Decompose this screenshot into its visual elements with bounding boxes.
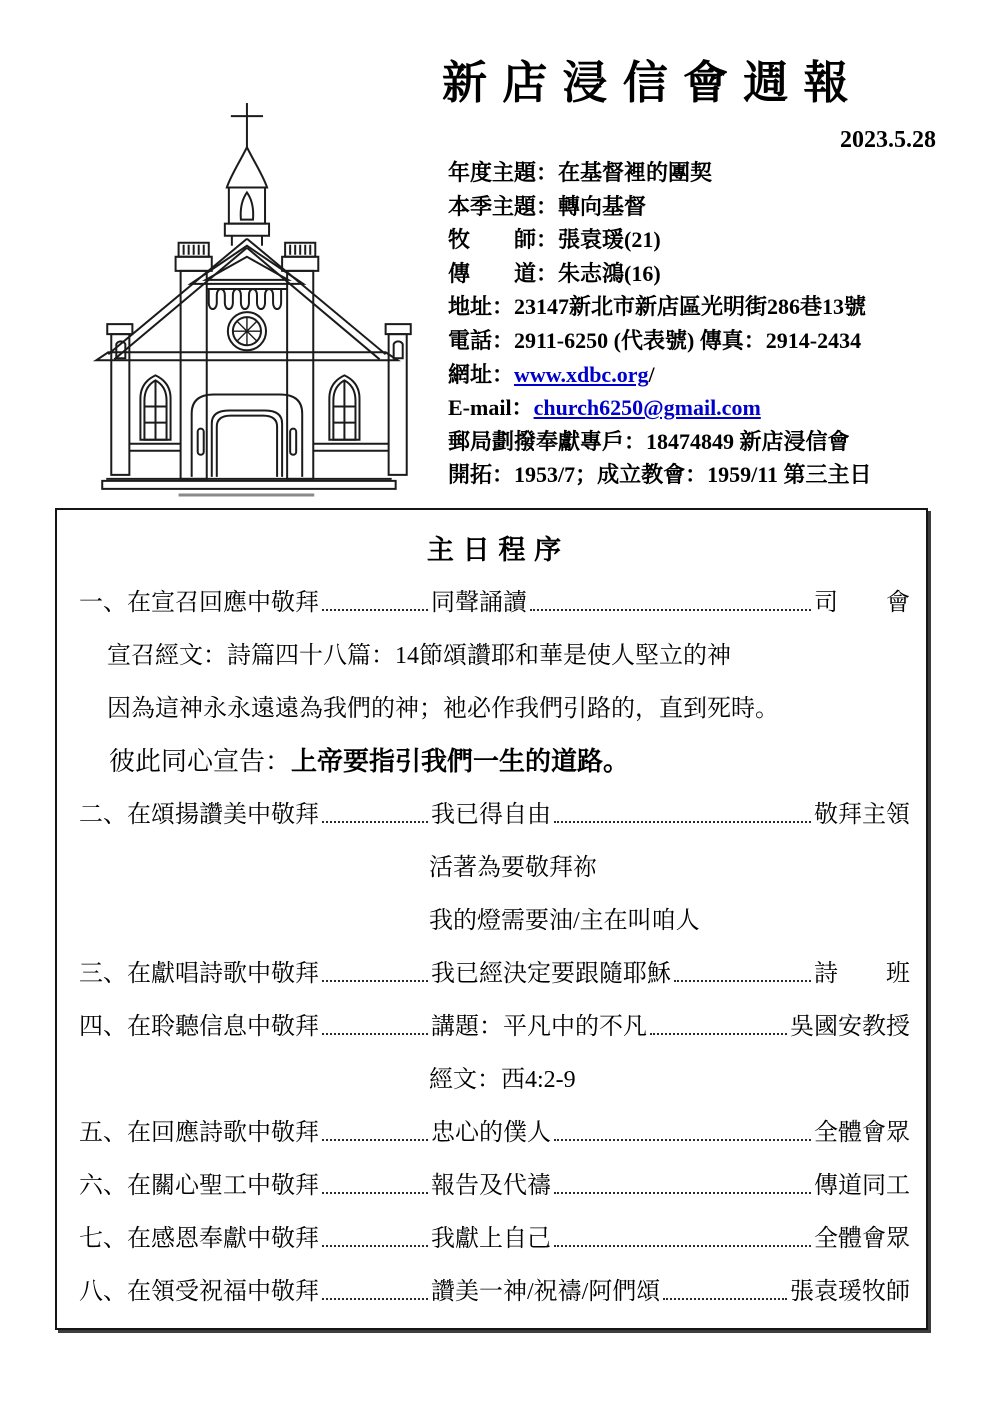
item-content: 報告及代禱 [431,1173,551,1199]
sunday-program-section [55,508,928,1330]
item-role: 全體會眾 [814,1120,910,1146]
item-content: 同聲誦讀 [431,590,527,616]
item-content: 讚美一神/祝禱/阿們頌 [431,1279,661,1305]
info-line-minister: 傳 道：朱志鴻(16) [448,260,661,286]
website-link[interactable]: www.xdbc.org [514,361,649,387]
item-name: 在關心聖工中敬拜 [127,1173,319,1199]
item-name: 在宣召回應中敬拜 [127,590,319,616]
program-row-5 [79,1119,910,1147]
program-item [79,589,431,617]
dotted-leader [322,1278,428,1300]
item-name: 在頌揚讚美中敬拜 [127,802,319,828]
program-item [79,960,431,988]
program-row-3 [79,960,910,988]
info-line-season-theme: 本季主題：轉向基督 [448,193,647,219]
item-number: 六、 [79,1173,127,1199]
program-row-8 [79,1278,910,1306]
info-line-founding: 開拓：1953/7；成立教會：1959/11 第三主日 [448,462,872,488]
item-name: 在獻唱詩歌中敬拜 [127,961,319,987]
program-subline-song: 活著為要敬拜祢 [429,855,597,881]
dotted-leader [650,1033,787,1035]
item-number: 五、 [79,1120,127,1146]
item-role: 傳道同工 [814,1173,910,1199]
item-name: 在感恩奉獻中敬拜 [127,1226,319,1252]
program-row-2 [79,801,910,829]
website-suffix: / [648,361,655,387]
item-name: 在回應詩歌中敬拜 [127,1120,319,1146]
info-line-website [448,358,993,392]
program-row-4 [79,1013,910,1041]
dotted-leader [322,960,428,982]
church-info-block [448,156,993,492]
email-label: E-mail： [448,395,534,421]
program-subline-song: 我的燈需要油/主在叫咱人 [429,908,700,934]
item-number: 八、 [79,1279,127,1305]
program-item [79,801,431,829]
program-row-7 [79,1225,910,1253]
declaration-text: 上帝要指引我們一生的道路。 [291,747,630,776]
dotted-leader [554,821,811,823]
dotted-leader [530,609,811,611]
program-item [79,1172,431,1200]
program-item [79,1119,431,1147]
info-line-postal-account: 郵局劃撥奉獻專戶：18474849 新店浸信會 [448,428,850,454]
program-title: 主 日 程 序 [426,535,563,565]
item-content: 講題：平凡中的不凡 [431,1014,647,1040]
item-number: 二、 [79,802,127,828]
program-row-6 [79,1172,910,1200]
item-number: 三、 [79,961,127,987]
item-name: 在領受祝福中敬拜 [127,1279,319,1305]
program-subline-sermon-text: 經文：西4:2-9 [429,1067,576,1093]
info-line-pastor: 牧 師：張袁瑗(21) [448,227,661,253]
info-line-annual-theme: 年度主題：在基督裡的團契 [448,160,713,185]
item-content: 我已經決定要跟隨耶穌 [431,961,671,987]
item-role: 敬拜主領 [814,802,910,828]
item-content: 我獻上自己 [431,1226,551,1252]
item-number: 一、 [79,590,127,616]
dotted-leader [554,1245,811,1247]
info-line-email [448,391,993,425]
dotted-leader [554,1139,811,1141]
declaration-prefix: 彼此同心宣告： [109,747,292,776]
program-row-1 [79,589,910,617]
church-icon [78,95,440,502]
dotted-leader [322,1172,428,1194]
item-role: 全體會眾 [814,1226,910,1252]
program-item [79,1225,431,1253]
item-role: 司 會 [814,590,910,616]
program-subline-scripture: 宣召經文：詩篇四十八篇：14節頌讚耶和華是使人堅立的神 [107,643,731,669]
info-line-address: 地址：23147新北市新店區光明街286巷13號 [448,294,867,320]
item-role: 詩 班 [814,961,910,987]
item-content: 忠心的僕人 [431,1120,551,1146]
item-name: 在聆聽信息中敬拜 [127,1014,319,1040]
program-item [79,1278,431,1306]
dotted-leader [554,1192,811,1194]
dotted-leader [322,1013,428,1035]
dotted-leader [322,1225,428,1247]
item-role: 張袁瑗牧師 [790,1279,910,1305]
dotted-leader [322,589,428,611]
program-subline-declaration [109,748,910,776]
dotted-leader [674,980,811,982]
website-label: 網址： [448,361,515,387]
program-subline-verse: 因為這神永永遠遠為我們的神；祂必作我們引路的，直到死時。 [107,696,779,722]
info-line-phone-fax: 電話：2911-6250 (代表號) 傳真：2914-2434 [448,327,862,353]
item-content: 我已得自由 [431,802,551,828]
item-number: 四、 [79,1014,127,1040]
item-number: 七、 [79,1226,127,1252]
dotted-leader [322,801,428,823]
item-role: 吳國安教授 [790,1014,910,1040]
dotted-leader [663,1298,787,1300]
dotted-leader [322,1119,428,1141]
bulletin-title: 新 店 浸 信 會 週 報 [442,58,851,108]
program-item [79,1013,431,1041]
email-link[interactable]: church6250@gmail.com [533,395,761,421]
issue-date: 2023.5.28 [840,127,936,153]
